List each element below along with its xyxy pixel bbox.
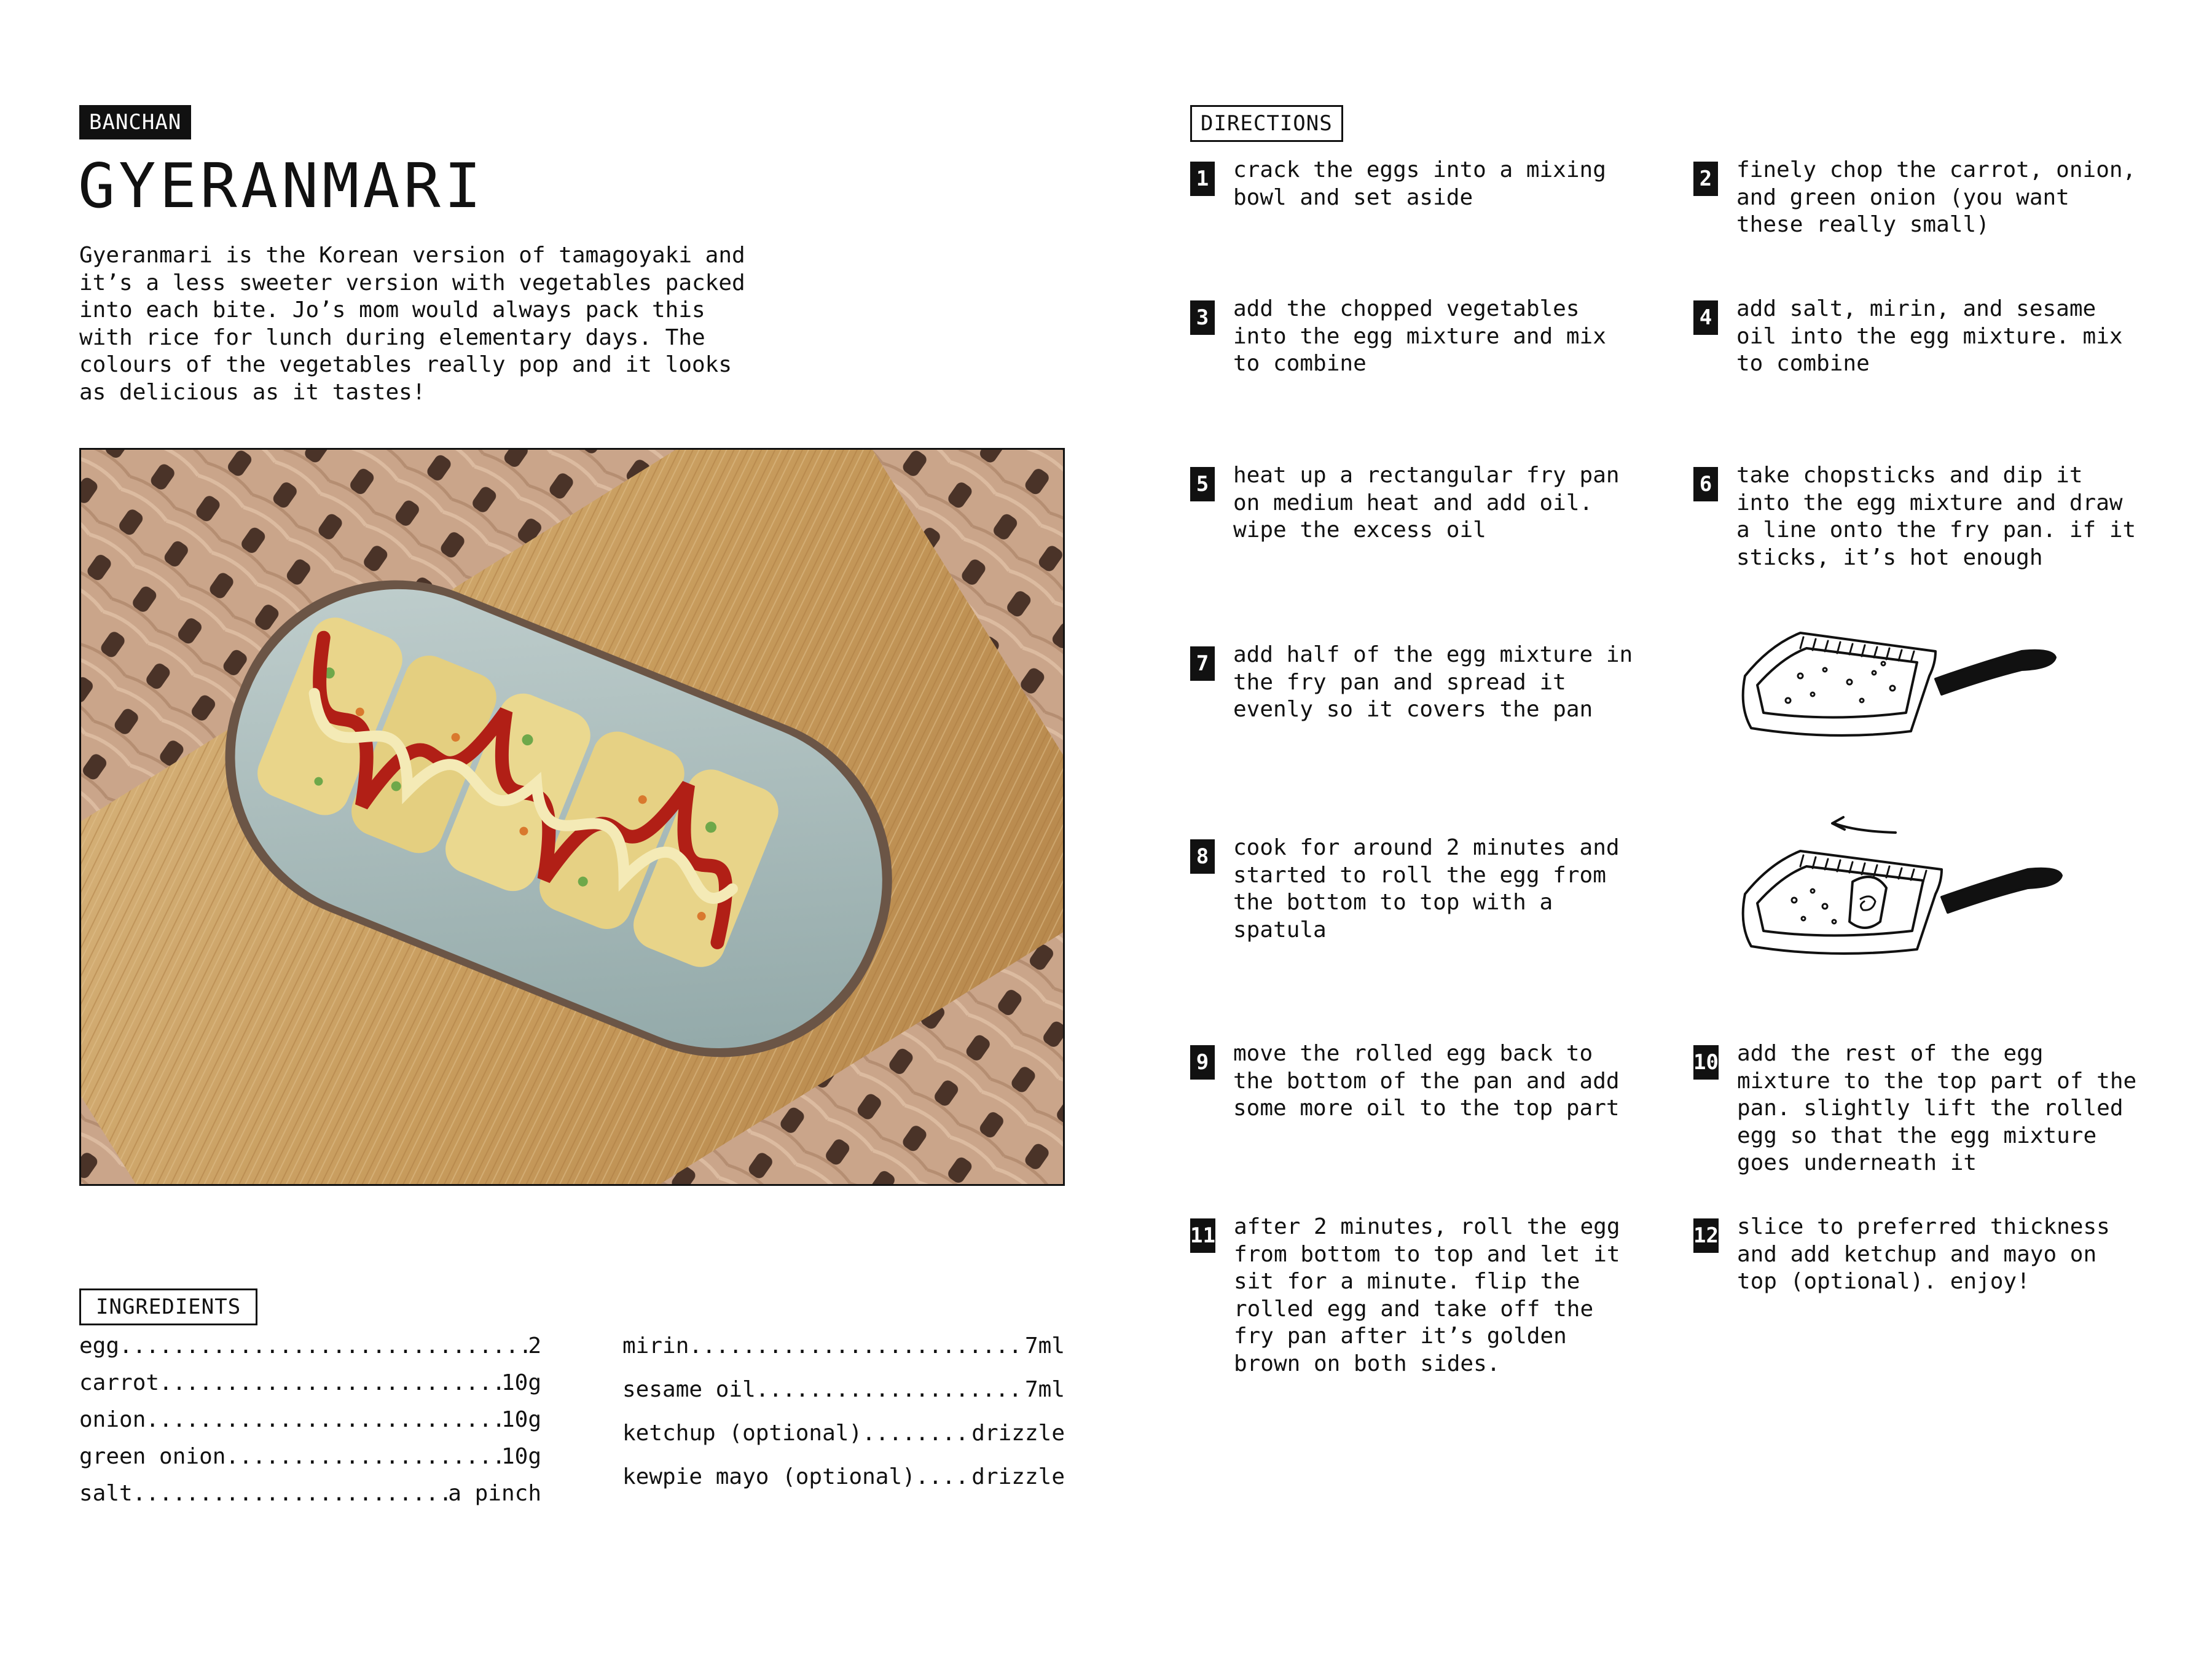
ingredients-label: INGREDIENTS bbox=[79, 1288, 257, 1325]
ingredient-row bbox=[79, 1481, 541, 1518]
direction-step-8 bbox=[1190, 834, 1620, 944]
fry-pan-egg-mixture-illustration bbox=[1733, 621, 2077, 746]
gyeranmari-plate-photo bbox=[79, 448, 1065, 1186]
step-text: finely chop the carrot, onion, and green onion (you want these really small) bbox=[1736, 157, 2136, 237]
step-number: 6 bbox=[1693, 467, 1718, 501]
direction-step-6 bbox=[1693, 462, 2136, 571]
ingredient-qty: drizzle bbox=[971, 1421, 1065, 1446]
ingredient-row bbox=[622, 1464, 1065, 1508]
direction-step-5 bbox=[1190, 462, 1620, 544]
ingredient-name: ketchup (optional) bbox=[622, 1421, 863, 1446]
step-number: 4 bbox=[1693, 300, 1718, 335]
step-text: heat up a rectangular fry pan on medium heat and add oil. wipe the excess oil bbox=[1233, 463, 1620, 543]
ingredient-name: carrot bbox=[79, 1370, 160, 1395]
category-tag: BANCHAN bbox=[79, 105, 191, 139]
direction-step-7 bbox=[1190, 641, 1633, 724]
step-number: 1 bbox=[1190, 162, 1215, 196]
step-text: after 2 minutes, roll the egg from bottom to top and let it sit for a minute. flip the rolled egg and take off the fry pan after it’s golden brown on both sides. bbox=[1233, 1214, 1620, 1376]
ingredient-name: kewpie mayo (optional) bbox=[622, 1464, 916, 1489]
direction-step-9 bbox=[1190, 1040, 1620, 1123]
ingredient-row bbox=[622, 1421, 1065, 1464]
directions-label: DIRECTIONS bbox=[1190, 105, 1343, 142]
ingredient-row bbox=[79, 1444, 541, 1481]
ingredient-name: salt bbox=[79, 1481, 133, 1506]
direction-step-1 bbox=[1190, 157, 1606, 211]
fry-pan-rolling-egg-illustration bbox=[1733, 814, 2077, 964]
ingredient-qty: 10g bbox=[501, 1444, 541, 1469]
ingredient-qty: 10g bbox=[501, 1370, 541, 1395]
direction-step-2 bbox=[1693, 157, 2136, 239]
step-text: cook for around 2 minutes and started to roll the egg from the bottom to top with a spatula bbox=[1233, 835, 1620, 943]
direction-step-3 bbox=[1190, 296, 1606, 378]
ingredient-row bbox=[622, 1333, 1065, 1377]
ingredient-name: mirin bbox=[622, 1333, 689, 1359]
step-number: 10 bbox=[1693, 1045, 1719, 1080]
step-number: 12 bbox=[1693, 1218, 1719, 1253]
ingredients-list-left bbox=[79, 1333, 541, 1518]
step-number: 2 bbox=[1693, 162, 1718, 196]
ingredient-qty: a pinch bbox=[448, 1481, 541, 1506]
step-number: 7 bbox=[1190, 646, 1215, 681]
step-text: crack the eggs into a mixing bowl and set aside bbox=[1233, 157, 1606, 210]
ingredient-qty: 10g bbox=[501, 1407, 541, 1432]
step-text: take chopsticks and dip it into the egg mixture and draw a line onto the fry pan. if it sticks, it’s hot enough bbox=[1736, 463, 2136, 570]
step-text: add the chopped vegetables into the egg mixture and mix to combine bbox=[1233, 296, 1606, 376]
ingredient-row bbox=[79, 1407, 541, 1444]
ingredient-qty: 2 bbox=[528, 1333, 541, 1359]
ingredients-list-right bbox=[622, 1333, 1065, 1508]
step-number: 11 bbox=[1190, 1218, 1215, 1253]
step-number: 8 bbox=[1190, 839, 1215, 874]
direction-step-11 bbox=[1190, 1214, 1620, 1378]
direction-step-10 bbox=[1693, 1040, 2136, 1177]
ingredient-name: green onion bbox=[79, 1444, 226, 1469]
ingredient-name: egg bbox=[79, 1333, 120, 1359]
step-text: add half of the egg mixture in the fry pan and spread it evenly so it covers the pan bbox=[1233, 642, 1633, 722]
step-number: 3 bbox=[1190, 300, 1215, 335]
ingredient-name: sesame oil bbox=[622, 1377, 756, 1402]
ingredient-row bbox=[79, 1333, 541, 1370]
ingredient-row bbox=[79, 1370, 541, 1407]
step-text: move the rolled egg back to the bottom of the pan and add some more oil to the top part bbox=[1233, 1041, 1620, 1121]
ingredient-name: onion bbox=[79, 1407, 146, 1432]
direction-step-4 bbox=[1693, 296, 2123, 378]
ingredient-qty: 7ml bbox=[1024, 1377, 1065, 1402]
step-text: add salt, mirin, and sesame oil into the egg mixture. mix to combine bbox=[1736, 296, 2123, 376]
intro-paragraph: Gyeranmari is the Korean version of tamagoyaki and it’s a less sweeter version with vegetables packed into each bite. Jo’s mom would always pack this with rice for lunch during elementary days. The colours of the vegetables really pop and it looks as delicious as it tastes! bbox=[79, 243, 745, 405]
step-number: 5 bbox=[1190, 467, 1215, 501]
direction-step-12 bbox=[1693, 1214, 2110, 1296]
ingredient-qty: drizzle bbox=[971, 1464, 1065, 1489]
step-text: slice to preferred thickness and add ketchup and mayo on top (optional). enjoy! bbox=[1736, 1214, 2110, 1294]
ingredient-row bbox=[622, 1377, 1065, 1421]
step-text: add the rest of the egg mixture to the top part of the pan. slightly lift the rolled egg so that the egg mixture goes underneath it bbox=[1736, 1041, 2137, 1175]
step-number: 9 bbox=[1190, 1045, 1215, 1080]
ingredient-qty: 7ml bbox=[1024, 1333, 1065, 1359]
page-title: GYERANMARI bbox=[78, 150, 485, 222]
